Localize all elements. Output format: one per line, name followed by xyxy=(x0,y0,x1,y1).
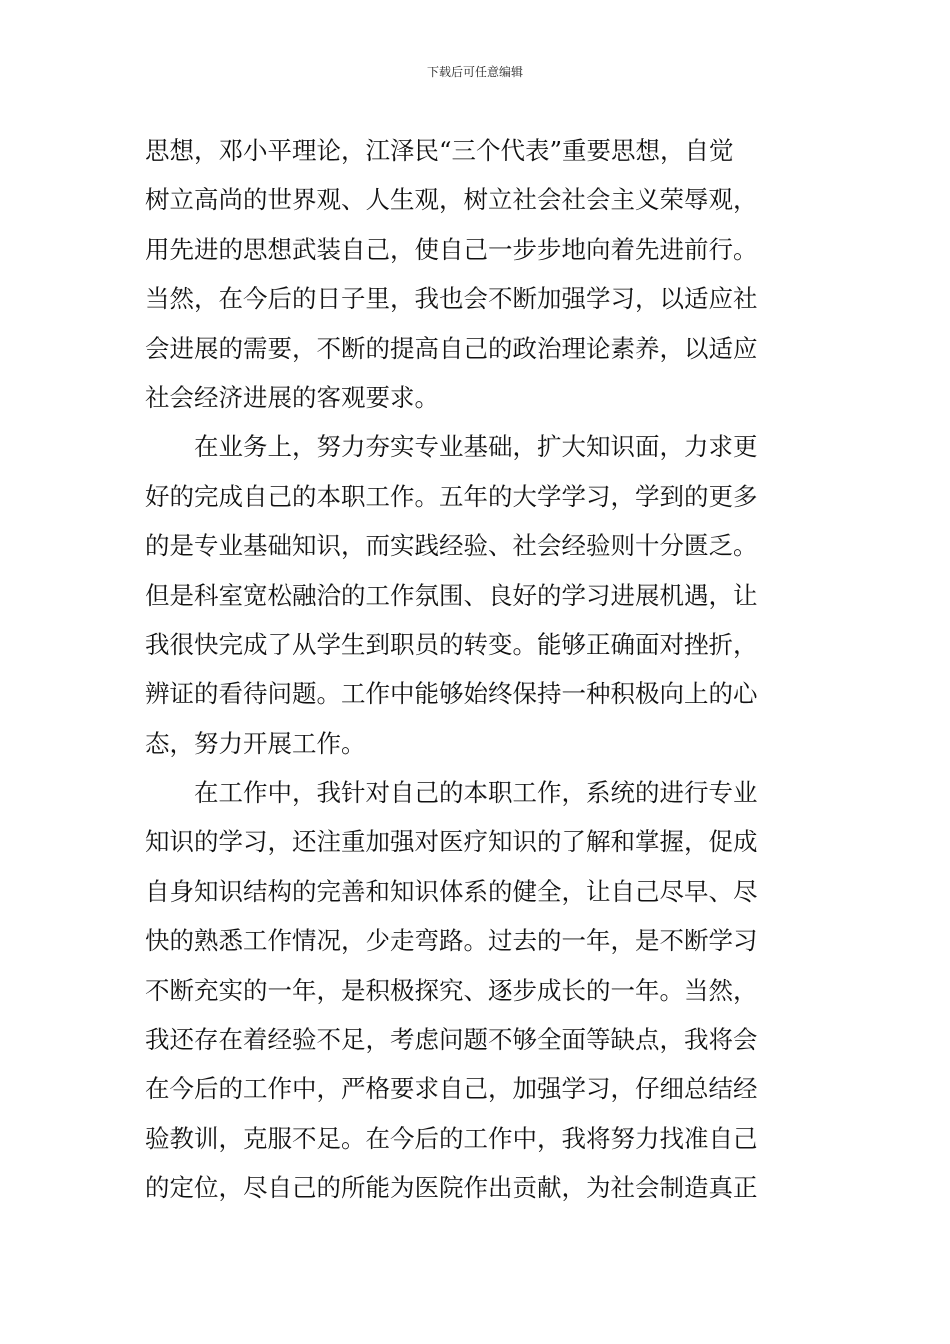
text-line: 用先进的思想武装自己，使自己一步步地向着先进前行。 xyxy=(145,234,758,264)
text-line: 但是科室宽松融洽的工作氛围、良好的学习进展机遇，让 xyxy=(145,580,758,610)
text-line: 我还存在着经验不足，考虑问题不够全面等缺点，我将会 xyxy=(145,1025,758,1055)
text-line: 快的熟悉工作情况，少走弯路。过去的一年，是不断学习 xyxy=(145,926,758,956)
text-line: 社会经济进展的客观要求。 xyxy=(145,382,439,412)
document-body xyxy=(145,126,807,1213)
text-line: 当然，在今后的日子里，我也会不断加强学习，以适应社 xyxy=(145,284,758,314)
page-header: 下载后可任意编辑 xyxy=(426,65,523,79)
text-line: 在工作中，我针对自己的本职工作，系统的进行专业 xyxy=(145,778,758,808)
text-line: 会进展的需要，不断的提高自己的政治理论素养，以适应 xyxy=(145,333,758,363)
text-line: 思想，邓小平理论，江泽民“三个代表”重要思想，自觉 xyxy=(145,136,734,165)
text-line: 我很快完成了从学生到职员的转变。能够正确面对挫折， xyxy=(145,629,758,659)
text-line: 的是专业基础知识，而实践经验、社会经验则十分匮乏。 xyxy=(145,531,758,561)
text-line: 自身知识结构的完善和知识体系的健全，让自己尽早、尽 xyxy=(145,876,758,906)
text-line: 不断充实的一年，是积极探究、逐步成长的一年。当然， xyxy=(145,975,758,1005)
text-line: 验教训，克服不足。在今后的工作中，我将努力找准自己 xyxy=(145,1123,758,1153)
text-line: 的定位，尽自己的所能为医院作出贡献，为社会制造真正 xyxy=(145,1173,758,1203)
text-line: 态，努力开展工作。 xyxy=(145,728,366,758)
text-line: 在今后的工作中，严格要求自己，加强学习，仔细总结经 xyxy=(145,1074,758,1104)
text-line: 辨证的看待问题。工作中能够始终保持一种积极向上的心 xyxy=(145,679,758,709)
text-line: 在业务上，努力夯实专业基础，扩大知识面，力求更 xyxy=(145,432,758,462)
text-line: 知识的学习，还注重加强对医疗知识的了解和掌握，促成 xyxy=(145,827,758,857)
text-line: 树立高尚的世界观、人生观，树立社会社会主义荣辱观， xyxy=(145,185,758,215)
text-line: 好的完成自己的本职工作。五年的大学学习，学到的更多 xyxy=(145,481,758,511)
